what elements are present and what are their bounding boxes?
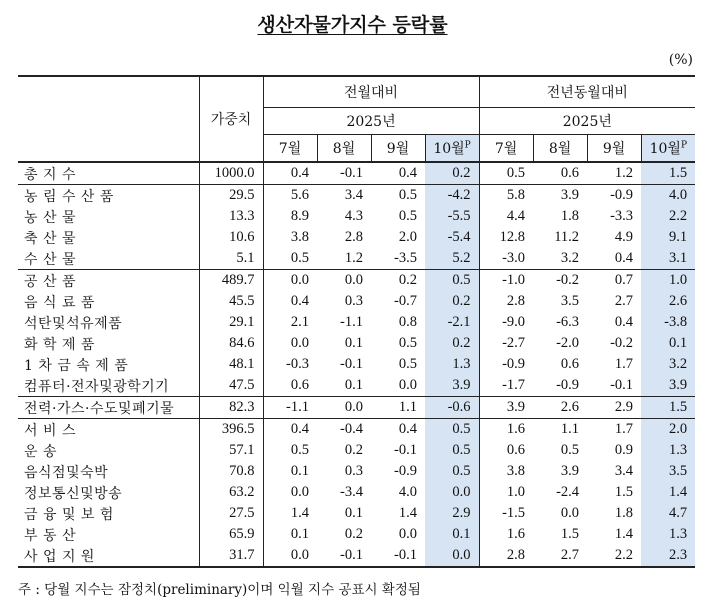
mom-cell: 3.9	[425, 375, 479, 397]
table-row	[18, 375, 695, 397]
table-row	[18, 503, 695, 524]
mom-cell: -4.2	[425, 185, 479, 207]
yoy-cell: 2.6	[641, 291, 695, 312]
table-row	[18, 354, 695, 375]
table-row	[18, 524, 695, 545]
row-label: 수 산 물	[18, 248, 199, 270]
yoy-cell: 1.5	[641, 397, 695, 419]
yoy-cell: 2.9	[587, 397, 641, 419]
weight-cell: 29.5	[199, 185, 263, 207]
row-label: 사 업 지 원	[18, 545, 199, 567]
table-row	[18, 333, 695, 354]
yoy-cell: 12.8	[499, 229, 526, 245]
yoy-cell: 2.2	[641, 206, 695, 227]
table-row	[18, 440, 695, 461]
table-row	[18, 270, 695, 292]
yoy-cell: 2.6	[533, 397, 587, 419]
mom-cell: 0.5	[398, 356, 417, 372]
mom-cell: 0.0	[317, 270, 371, 292]
yoy-cell: 1.3	[641, 524, 695, 545]
header-month-mom-4: 10월$^P$	[425, 135, 479, 163]
mom-cell: 0.1	[290, 463, 309, 479]
mom-cell: 0.1	[344, 377, 363, 393]
yoy-cell: 0.6	[560, 356, 580, 372]
footnote: 주 : 당월 지수는 잠정치(preliminary)이며 익월 지수 공표시 확정됨	[18, 582, 421, 598]
weight-cell: 65.9	[199, 524, 263, 545]
yoy-cell: -3.8	[641, 312, 695, 333]
mom-cell: 2.1	[290, 314, 309, 330]
weight-cell: 5.1	[199, 248, 263, 270]
mom-cell: 0.0	[425, 482, 479, 503]
yoy-cell: 0.0	[560, 505, 580, 521]
yoy-cell: 4.4	[506, 208, 526, 224]
mom-cell: 0.1	[344, 335, 363, 351]
table-row	[18, 248, 695, 270]
header-month-mom-2: 8월	[317, 135, 371, 163]
yoy-cell: 1.1	[533, 419, 587, 441]
preliminary-mark: P	[680, 140, 688, 151]
yoy-cell: 1.8	[560, 208, 580, 224]
yoy-cell: 4.0	[641, 185, 695, 207]
table-row	[18, 397, 695, 419]
yoy-cell: -0.9	[587, 185, 641, 207]
mom-cell: 1.4	[290, 505, 309, 521]
row-label: 농 산 물	[18, 206, 199, 227]
weight-cell: 489.7	[199, 270, 263, 292]
row-label: 컴퓨터·전자및광학기기	[18, 375, 199, 397]
table-row	[18, 185, 695, 207]
row-label: 음식점및숙박	[18, 461, 199, 482]
header-month-yoy-2: 8월	[533, 135, 587, 163]
mom-cell: 0.8	[398, 314, 417, 330]
yoy-cell: 3.9	[641, 375, 695, 397]
header-month-yoy-1: 7월	[479, 135, 533, 163]
yoy-cell: 1.0	[506, 484, 526, 500]
yoy-cell: 2.7	[614, 293, 634, 309]
mom-cell: 0.2	[371, 270, 425, 292]
weight-cell: 84.6	[199, 333, 263, 354]
unit-label: (%)	[668, 52, 693, 68]
weight-cell: 47.5	[199, 375, 263, 397]
mom-cell: 5.6	[263, 185, 317, 207]
yoy-cell: 4.9	[614, 229, 634, 245]
mom-cell: -0.1	[371, 545, 425, 567]
weight-cell: 63.2	[199, 482, 263, 503]
mom-cell: 0.5	[371, 185, 425, 207]
row-label: 농 림 수 산 품	[18, 185, 199, 207]
mom-cell: 0.1	[290, 526, 309, 542]
preliminary-mark: P	[464, 140, 471, 151]
weight-cell: 45.5	[199, 291, 263, 312]
table-header	[18, 76, 695, 162]
yoy-cell: -0.2	[610, 335, 634, 351]
mom-cell: -5.4	[425, 227, 479, 248]
mom-cell: 0.3	[344, 293, 363, 309]
row-label: 화 학 제 품	[18, 333, 199, 354]
yoy-cell: 3.9	[560, 463, 580, 479]
yoy-cell: 1.6	[479, 419, 533, 441]
yoy-cell: 1.5	[614, 484, 634, 500]
mom-cell: 0.0	[425, 545, 479, 567]
header-year-mom: 2025년	[263, 108, 479, 135]
yoy-cell: 3.4	[614, 463, 634, 479]
yoy-cell: 1.8	[614, 505, 634, 521]
header-month-yoy-4: 10월$^P$	[641, 135, 695, 163]
table-row	[18, 461, 695, 482]
mom-cell: 0.0	[263, 545, 317, 567]
mom-cell: -2.1	[425, 312, 479, 333]
mom-cell: 1.3	[425, 354, 479, 375]
mom-cell: -0.4	[317, 419, 371, 441]
row-label: 서 비 스	[18, 419, 199, 441]
yoy-cell: 0.4	[614, 250, 634, 266]
mom-cell: 2.0	[398, 229, 417, 245]
yoy-cell: 1.4	[614, 526, 634, 542]
mom-cell: -3.4	[340, 484, 363, 500]
yoy-cell: 0.9	[614, 442, 634, 458]
yoy-cell: -2.4	[556, 484, 580, 500]
yoy-cell: -3.3	[610, 208, 634, 224]
mom-cell: 0.5	[425, 419, 479, 441]
mom-cell: 1.1	[371, 397, 425, 419]
yoy-cell: 3.2	[560, 250, 580, 266]
mom-cell: -0.1	[317, 545, 371, 567]
yoy-cell: 3.9	[533, 185, 587, 207]
yoy-cell: 4.7	[641, 503, 695, 524]
mom-cell: 0.5	[425, 270, 479, 292]
weight-cell: 57.1	[199, 440, 263, 461]
mom-cell: 0.5	[425, 440, 479, 461]
yoy-cell: -9.0	[502, 314, 526, 330]
yoy-cell: 2.8	[506, 293, 526, 309]
mom-cell: 0.0	[263, 270, 317, 292]
header-month-mom-1: 7월	[263, 135, 317, 163]
mom-cell: -1.1	[263, 397, 317, 419]
table-row	[18, 162, 695, 185]
yoy-cell: 3.9	[479, 397, 533, 419]
mom-cell: 0.5	[398, 335, 417, 351]
row-label: 석탄및석유제품	[18, 312, 199, 333]
mom-cell: 4.0	[398, 484, 417, 500]
yoy-cell: 1.5	[560, 526, 580, 542]
yoy-cell: 0.6	[506, 442, 526, 458]
mom-cell: 0.1	[425, 524, 479, 545]
mom-cell: 1.4	[398, 505, 417, 521]
weight-cell: 29.1	[199, 312, 263, 333]
mom-cell: 0.0	[398, 377, 417, 393]
weight-cell: 10.6	[199, 227, 263, 248]
table-row	[18, 545, 695, 567]
mom-cell: -0.3	[286, 356, 309, 372]
yoy-cell: 2.0	[641, 419, 695, 441]
yoy-cell: 0.5	[479, 162, 533, 185]
row-label: 축 산 물	[18, 227, 199, 248]
table-body	[18, 162, 695, 567]
yoy-cell: 1.5	[641, 162, 695, 185]
mom-cell: 0.2	[344, 442, 363, 458]
mom-cell: 0.0	[317, 397, 371, 419]
yoy-cell: -0.9	[502, 356, 526, 372]
yoy-cell: 1.3	[641, 440, 695, 461]
mom-cell: -0.9	[394, 463, 417, 479]
mom-cell: 0.4	[290, 293, 309, 309]
yoy-cell: -0.2	[533, 270, 587, 292]
mom-cell: 0.5	[290, 250, 309, 266]
table-row	[18, 291, 695, 312]
yoy-cell: 3.2	[641, 354, 695, 375]
yoy-cell: 3.8	[506, 463, 526, 479]
mom-cell: -0.6	[425, 397, 479, 419]
yoy-cell: 2.8	[479, 545, 533, 567]
mom-cell: 0.4	[263, 419, 317, 441]
header-yoy: 전년동월대비	[479, 76, 695, 108]
weight-cell: 1000.0	[199, 162, 263, 185]
row-label: 공 산 품	[18, 270, 199, 292]
yoy-cell: -1.0	[479, 270, 533, 292]
mom-cell: -0.1	[317, 162, 371, 185]
weight-cell: 48.1	[199, 354, 263, 375]
mom-cell: 0.0	[290, 335, 309, 351]
mom-cell: 5.2	[425, 248, 479, 270]
mom-cell: 0.3	[344, 463, 363, 479]
yoy-cell: 5.8	[479, 185, 533, 207]
row-label: 부 동 산	[18, 524, 199, 545]
header-month-yoy-3: 9월	[587, 135, 641, 163]
table-row	[18, 206, 695, 227]
mom-cell: 2.8	[344, 229, 363, 245]
yoy-cell: 2.3	[641, 545, 695, 567]
row-label: 총 지 수	[18, 162, 199, 185]
mom-cell: 2.9	[425, 503, 479, 524]
mom-cell: -3.5	[394, 250, 417, 266]
yoy-cell: 1.7	[614, 356, 634, 372]
yoy-cell: 3.5	[560, 293, 580, 309]
weight-cell: 31.7	[199, 545, 263, 567]
table-row	[18, 419, 695, 441]
weight-cell: 396.5	[199, 419, 263, 441]
mom-cell: 0.4	[371, 419, 425, 441]
mom-cell: 0.4	[371, 162, 425, 185]
mom-cell: 0.2	[425, 162, 479, 185]
weight-cell: 70.8	[199, 461, 263, 482]
mom-cell: 0.0	[290, 484, 309, 500]
yoy-cell: -0.1	[610, 377, 634, 393]
yoy-cell: -1.5	[502, 505, 526, 521]
row-label: 1 차 금 속 제 품	[18, 354, 199, 375]
mom-cell: 3.4	[317, 185, 371, 207]
row-label: 금 융 및 보 험	[18, 503, 199, 524]
yoy-cell: 0.6	[533, 162, 587, 185]
header-weight: 가중치	[199, 76, 263, 162]
weight-cell: 82.3	[199, 397, 263, 419]
mom-cell: -1.1	[340, 314, 363, 330]
mom-cell: 3.8	[290, 229, 309, 245]
row-label: 전력·가스·수도및폐기물	[18, 397, 199, 419]
mom-cell: -0.1	[340, 356, 363, 372]
header-mom: 전월대비	[263, 76, 479, 108]
yoy-cell: -1.7	[502, 377, 526, 393]
table-row	[18, 482, 695, 503]
mom-cell: 0.2	[425, 333, 479, 354]
yoy-cell: -6.3	[556, 314, 580, 330]
mom-cell: 4.3	[344, 208, 363, 224]
yoy-cell: 11.2	[554, 229, 580, 245]
mom-cell: 0.5	[398, 208, 417, 224]
yoy-cell: -3.0	[502, 250, 526, 266]
yoy-cell: 1.7	[587, 419, 641, 441]
yoy-cell: -0.9	[556, 377, 580, 393]
yoy-cell: 1.2	[587, 162, 641, 185]
mom-cell: 0.2	[344, 526, 363, 542]
page-title: 생산자물가지수 등락률	[257, 14, 448, 36]
yoy-cell: 1.4	[641, 482, 695, 503]
yoy-cell: 0.5	[560, 442, 580, 458]
yoy-cell: 0.7	[587, 270, 641, 292]
mom-cell: 0.5	[290, 442, 309, 458]
yoy-cell: 3.5	[641, 461, 695, 482]
mom-cell: 0.2	[425, 291, 479, 312]
table-row	[18, 227, 695, 248]
mom-cell: 0.5	[425, 461, 479, 482]
mom-cell: 0.1	[344, 505, 363, 521]
row-label: 음 식 료 품	[18, 291, 199, 312]
header-month-mom-3: 9월	[371, 135, 425, 163]
yoy-cell: 3.1	[641, 248, 695, 270]
mom-cell: -0.1	[394, 442, 417, 458]
table-row	[18, 312, 695, 333]
yoy-cell: 0.4	[614, 314, 634, 330]
header-year-yoy: 2025년	[479, 108, 695, 135]
yoy-cell: 2.2	[587, 545, 641, 567]
yoy-cell: 2.7	[533, 545, 587, 567]
mom-cell: 0.4	[263, 162, 317, 185]
mom-cell: 0.0	[398, 526, 417, 542]
weight-cell: 13.3	[199, 206, 263, 227]
row-label: 운 송	[18, 440, 199, 461]
weight-cell: 27.5	[199, 503, 263, 524]
ppi-table	[18, 75, 695, 568]
yoy-cell: -2.7	[502, 335, 526, 351]
mom-cell: -0.7	[394, 293, 417, 309]
row-label: 정보통신및방송	[18, 482, 199, 503]
yoy-cell: 1.6	[506, 526, 526, 542]
mom-cell: -5.5	[425, 206, 479, 227]
yoy-cell: 0.1	[641, 333, 695, 354]
mom-cell: 1.2	[344, 250, 363, 266]
header-blank	[18, 76, 199, 162]
mom-cell: 0.6	[290, 377, 309, 393]
yoy-cell: -2.0	[556, 335, 580, 351]
yoy-cell: 9.1	[641, 227, 695, 248]
yoy-cell: 1.0	[641, 270, 695, 292]
mom-cell: 8.9	[290, 208, 309, 224]
